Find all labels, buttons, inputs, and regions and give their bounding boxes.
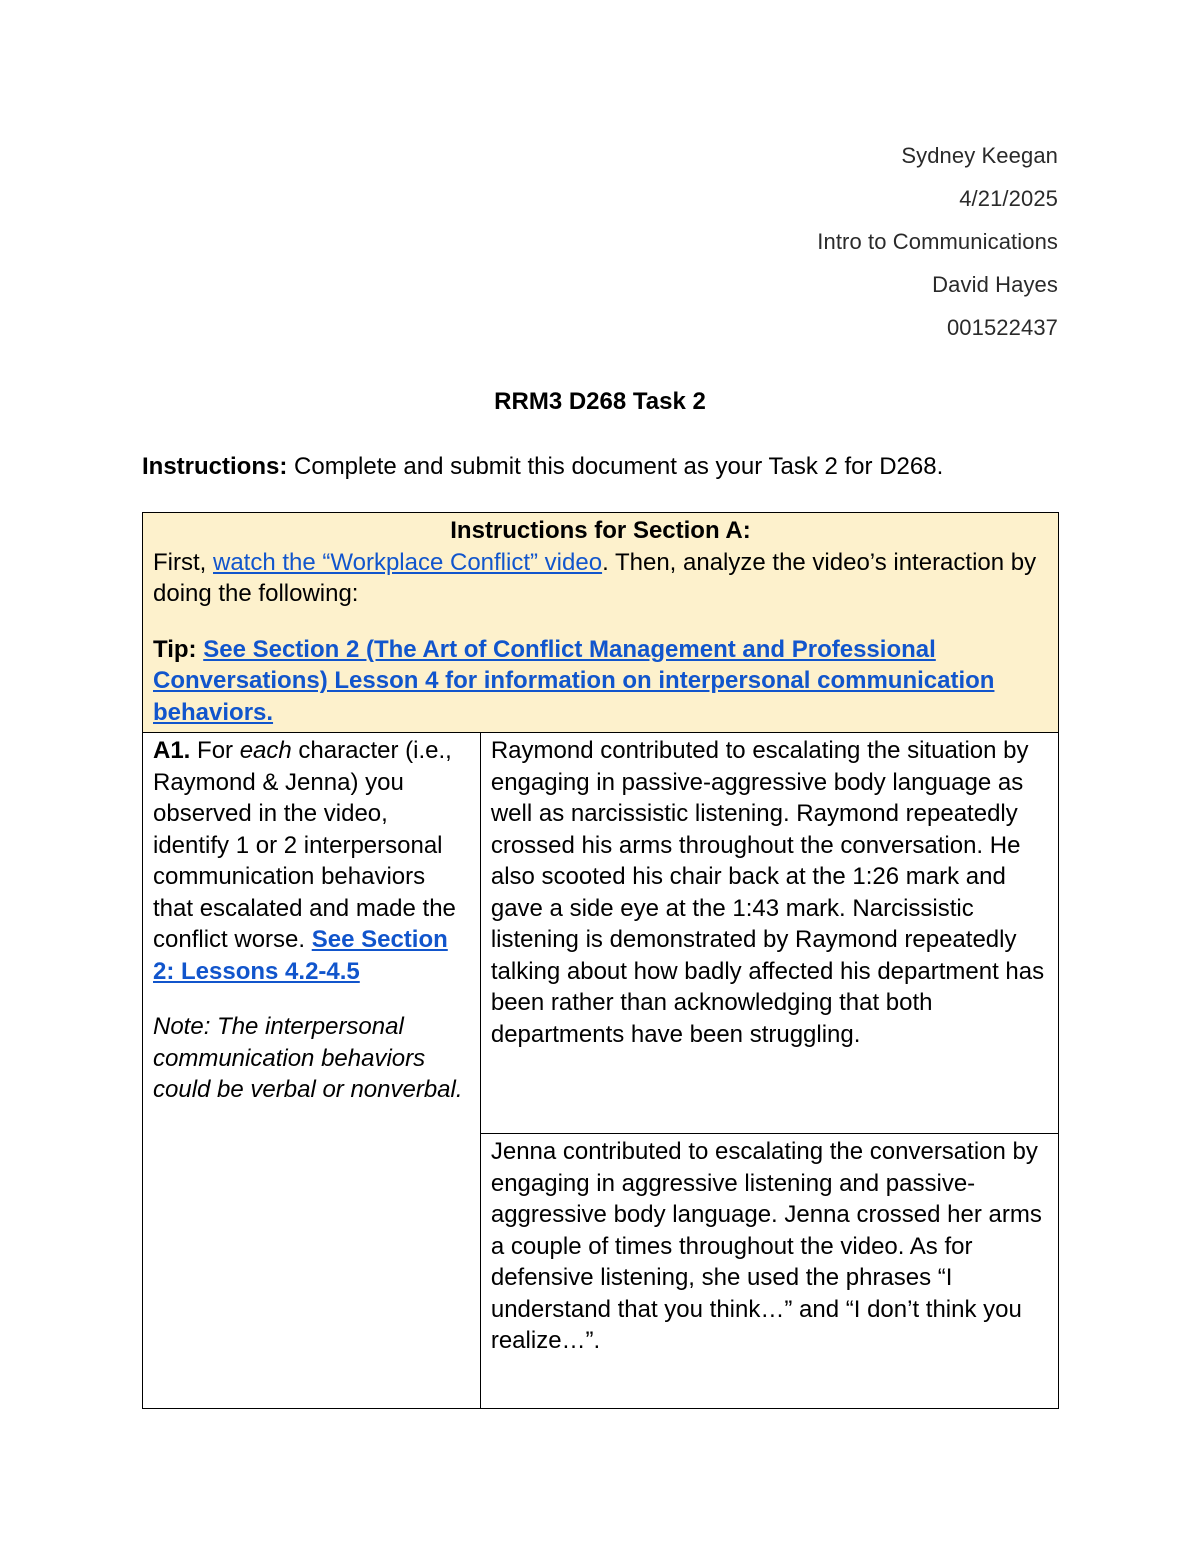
instructions-label: Instructions:: [142, 453, 288, 480]
tip-paragraph: [153, 634, 1048, 729]
jenna-response-cell[interactable]: [480, 1134, 1058, 1409]
workplace-conflict-video-link[interactable]: watch the “Workplace Conflict” video: [213, 548, 603, 576]
task-table: [142, 512, 1059, 1409]
section-a-instructions: [143, 513, 1059, 733]
author-name: Sydney Keegan: [901, 143, 1058, 168]
tip-label: Tip:: [153, 635, 204, 663]
section-a-intro-prefix: First,: [153, 548, 213, 576]
section-2-lesson-4-link[interactable]: See Section 2 (The Art of Conflict Management and Professional Conversations) Lesson 4 for information on interpersonal communication behaviors.: [153, 635, 995, 726]
a1-text-1: For: [190, 737, 240, 764]
student-id: 001522437: [946, 315, 1058, 340]
document-title: RRM3 D268 Task 2: [494, 388, 706, 415]
a1-text-2: character (i.e., Raymond & Jenna) you observed in the video, identify 1 or 2 interpersonal communication behaviors that escalated and made the conflict worse.: [153, 737, 456, 953]
lessons-4-2-4-5-link[interactable]: See Section 2: Lessons 4.2-4.5: [153, 926, 448, 985]
raymond-response: Raymond contributed to escalating the situation by engaging in passive-aggressive body language as well as narcissistic listening. Raymond repeatedly crossed his arms throughout the conversation. He also scooted his chair back at the 1:26 mark and gave a side eye at the 1:43 mark. Narcissistic listening is demonstrated by Raymond repeatedly talking about how badly affected his department has been rather than acknowledging that both departments have been struggling.: [490, 737, 1045, 1048]
a1-prompt-cell: [143, 733, 481, 1409]
section-a-title: Instructions for Section A:: [450, 517, 751, 544]
section-a-intro-suffix: . Then, analyze the video’s interaction by doing the following:: [153, 548, 1037, 607]
jenna-response: Jenna contributed to escalating the conversation by engaging in aggressive listening and passive-aggressive body language. Jenna crossed her arms a couple of times throughout the video. As for defensive listening, she used the phrases “I understand that you think…” and “I don’t think you realize…”.: [490, 1138, 1042, 1354]
author-header: [817, 140, 1058, 355]
a1-label: A1.: [153, 737, 191, 764]
raymond-response-cell[interactable]: [480, 733, 1058, 1134]
a1-emphasis-each: each: [239, 737, 292, 764]
instructions-text: Complete and submit this document as your Task 2 for D268.: [287, 453, 944, 480]
course-name: Intro to Communications: [817, 229, 1058, 254]
submission-date: 4/21/2025: [959, 186, 1058, 211]
instructions-paragraph: [142, 451, 1032, 483]
instructor-name: David Hayes: [932, 272, 1058, 297]
a1-note: Note: The interpersonal communication behaviors could be verbal or nonverbal.: [153, 1013, 463, 1103]
